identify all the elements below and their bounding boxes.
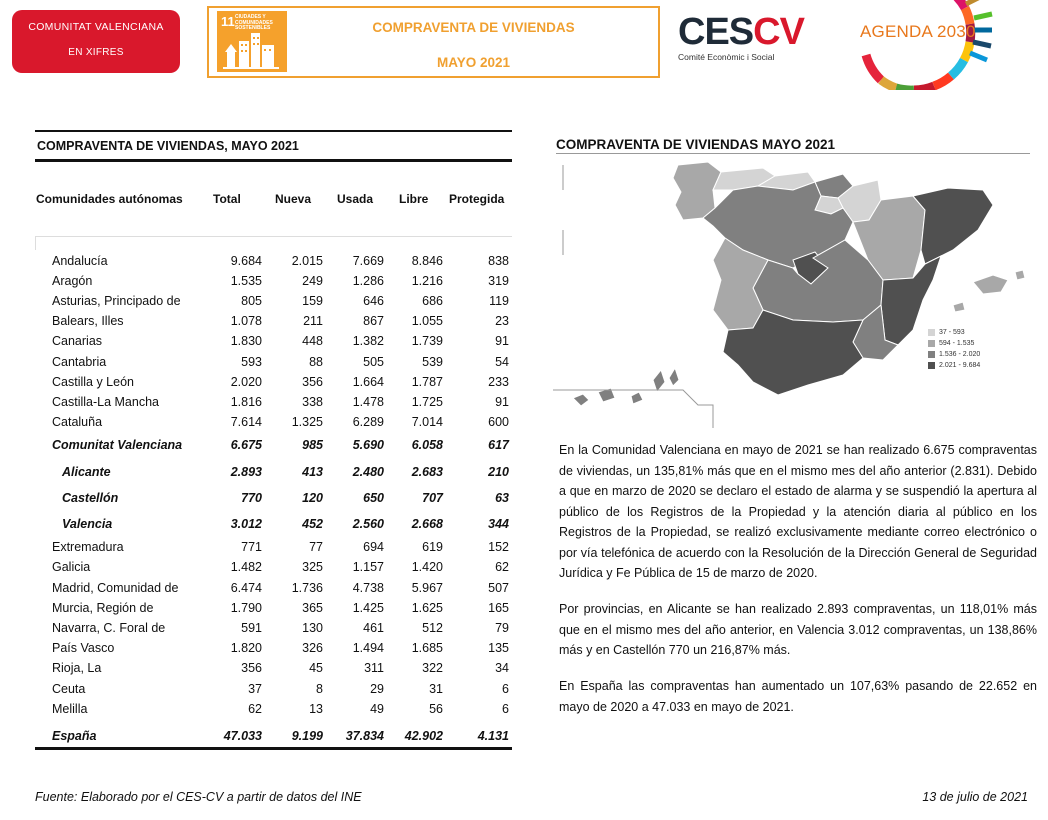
row-value: 6	[502, 682, 509, 696]
row-value: 985	[302, 438, 323, 452]
cescv-subtitle: Comité Econòmic i Social	[678, 52, 775, 62]
row-value: 45	[309, 661, 323, 675]
row-value: 2.893	[230, 465, 262, 479]
row-value: 88	[309, 355, 323, 369]
table-row	[35, 581, 512, 599]
table-row	[35, 702, 512, 720]
row-value: 1.739	[411, 334, 443, 348]
row-value: 1.325	[291, 415, 323, 429]
col-header-protegida: Protegida	[449, 192, 505, 206]
row-value: 34	[495, 661, 509, 675]
row-value: 686	[422, 294, 443, 308]
city-icon	[217, 11, 287, 72]
col-header-total: Total	[213, 192, 241, 206]
table-title-bar	[35, 130, 512, 162]
legend-item	[928, 360, 980, 371]
row-value: 6.474	[230, 581, 262, 595]
badge-line1: COMUNITAT VALENCIANA	[28, 21, 164, 33]
row-value: 505	[363, 355, 384, 369]
row-value: 7.014	[411, 415, 443, 429]
row-value: 135	[488, 641, 509, 655]
table-row	[35, 661, 512, 679]
row-value: 1.382	[352, 334, 384, 348]
spain-map-svg	[553, 160, 1030, 428]
row-value: 650	[363, 491, 384, 505]
row-value: 1.055	[411, 314, 443, 328]
cescv-logo	[678, 11, 804, 72]
paragraph-espana: En España las compraventas han aumentado un 107,63% pasando de 22.652 en mayo de 2020 a 47.033 en mayo de 2021.	[559, 679, 1037, 714]
row-value: 1.664	[352, 375, 384, 389]
row-value: 62	[495, 560, 509, 574]
row-name: Andalucía	[52, 254, 108, 268]
ods-11-icon	[217, 11, 287, 72]
paragraph-comunitat: En la Comunidad Valenciana en mayo de 2021 se han realizado 6.675 compraventas de viviendas, un 135,81% más que en el mismo mes del año anterior (2.831). Debido a que en marzo de 2020 se declaro el estado de alarma y se suspendió la apertura al público de los Registros de la Propiedad y la atención diaria al público en los Registros de la Propiedad, se realizó exclusivamente mediante correo electrónico o por vía telefónica de acuerdo con la Resolución de la Dirección General de Seguridad Jurídica y Fe Pública de 15 de marzo de 2020.	[559, 443, 1037, 580]
row-value: 838	[488, 254, 509, 268]
row-value: 356	[302, 375, 323, 389]
row-value: 9.684	[230, 254, 262, 268]
row-name: Aragón	[52, 274, 93, 288]
row-value: 119	[489, 294, 509, 308]
row-value: 539	[422, 355, 443, 369]
row-value: 1.482	[230, 560, 262, 574]
row-value: 1.820	[230, 641, 262, 655]
row-value: 152	[488, 540, 509, 554]
row-value: 1.078	[230, 314, 262, 328]
legend-item	[928, 327, 980, 338]
row-name: Valencia	[62, 517, 113, 531]
row-value: 210	[488, 465, 509, 479]
row-value: 5.690	[352, 438, 384, 452]
row-name: Navarra, C. Foral de	[52, 621, 166, 635]
row-value: 617	[488, 438, 509, 452]
row-value: 338	[302, 395, 323, 409]
row-name: Rioja, La	[52, 661, 102, 675]
cescv-logo-ces: CES	[678, 11, 754, 53]
col-header-libre: Libre	[399, 192, 429, 206]
row-value: 646	[363, 294, 384, 308]
table-row	[35, 729, 512, 747]
table-header-spacer	[35, 236, 512, 250]
row-value: 6.289	[352, 415, 384, 429]
row-value: 1.425	[352, 601, 384, 615]
row-value: 413	[302, 465, 323, 479]
row-value: 79	[495, 621, 509, 635]
agenda-label: AGENDA 2030	[860, 22, 976, 41]
row-value: 1.494	[352, 641, 384, 655]
row-value: 6.675	[230, 438, 262, 452]
table-row	[35, 517, 512, 535]
row-value: 42.902	[404, 729, 443, 743]
agenda-2030-logo	[846, 0, 996, 90]
row-value: 507	[488, 581, 509, 595]
table-bottom-rule	[35, 747, 512, 750]
row-value: 452	[302, 517, 323, 531]
map-title-bar	[556, 136, 1030, 154]
row-value: 2.683	[411, 465, 443, 479]
row-value: 311	[364, 661, 384, 675]
row-value: 1.736	[291, 581, 323, 595]
row-value: 356	[241, 661, 262, 675]
row-name: Comunitat Valenciana	[52, 438, 183, 452]
table-row	[35, 294, 512, 312]
row-value: 694	[363, 540, 384, 554]
row-value: 344	[488, 517, 509, 531]
row-value: 31	[429, 682, 443, 696]
row-value: 49	[370, 702, 384, 716]
row-value: 29	[370, 682, 384, 696]
row-name: Ceuta	[52, 682, 86, 696]
legend-item	[928, 338, 980, 349]
row-value: 120	[302, 491, 323, 505]
legend-label: 37 - 593	[939, 329, 965, 336]
row-value: 2.560	[352, 517, 384, 531]
row-value: 771	[241, 540, 262, 554]
map-title: COMPRAVENTA DE VIVIENDAS MAYO 2021	[556, 137, 836, 152]
row-name: Alicante	[62, 465, 111, 479]
row-value: 56	[429, 702, 443, 716]
row-name: Madrid, Comunidad de	[52, 581, 179, 595]
table-row	[35, 621, 512, 639]
row-name: Castilla y León	[52, 375, 134, 389]
row-value: 130	[302, 621, 323, 635]
row-value: 1.790	[230, 601, 262, 615]
row-name: Murcia, Región de	[52, 601, 154, 615]
row-value: 7.614	[230, 415, 262, 429]
table-row	[35, 601, 512, 619]
row-value: 8.846	[411, 254, 443, 268]
row-value: 211	[303, 314, 323, 328]
legend-swatch	[928, 340, 935, 347]
row-name: Galicia	[52, 560, 91, 574]
row-value: 23	[495, 314, 509, 328]
legend-swatch	[928, 362, 935, 369]
row-value: 1.216	[411, 274, 443, 288]
row-name: Melilla	[52, 702, 88, 716]
source-note: Fuente: Elaborado por el CES-CV a partir de datos del INE	[35, 790, 362, 804]
row-name: Extremadura	[52, 540, 124, 554]
row-value: 249	[302, 274, 323, 288]
row-value: 326	[302, 641, 323, 655]
row-value: 47.033	[223, 729, 262, 743]
row-name: Castellón	[62, 491, 119, 505]
row-value: 159	[302, 294, 323, 308]
row-value: 322	[422, 661, 443, 675]
row-value: 1.816	[230, 395, 262, 409]
table-row	[35, 254, 512, 272]
cescv-logo-cv: CV	[753, 11, 804, 53]
row-value: 4.738	[352, 581, 384, 595]
table-title: COMPRAVENTA DE VIVIENDAS, MAYO 2021	[37, 139, 299, 153]
table-row	[35, 314, 512, 332]
comunitat-badge	[12, 10, 180, 73]
table-row	[35, 560, 512, 578]
legend-label: 2.021 - 9.684	[939, 362, 981, 369]
row-value: 1.286	[352, 274, 384, 288]
row-value: 37	[248, 682, 262, 696]
report-title-box	[207, 6, 660, 78]
row-value: 77	[309, 540, 323, 554]
table-row	[35, 334, 512, 352]
row-value: 1.625	[411, 601, 443, 615]
row-value: 600	[488, 415, 509, 429]
row-value: 2.480	[352, 465, 384, 479]
row-value: 7.669	[352, 254, 384, 268]
row-value: 5.967	[411, 581, 443, 595]
table-row	[35, 375, 512, 393]
row-name: Castilla-La Mancha	[52, 395, 159, 409]
row-value: 867	[363, 314, 384, 328]
row-value: 3.012	[230, 517, 262, 531]
legend-swatch	[928, 351, 935, 358]
row-value: 365	[302, 601, 323, 615]
row-value: 63	[495, 491, 509, 505]
legend-label: 594 - 1.535	[939, 340, 975, 347]
title-line1: COMPRAVENTA DE VIVIENDAS	[372, 20, 575, 35]
row-name: Asturias, Principado de	[52, 294, 181, 308]
row-name: Balears, Illes	[52, 314, 124, 328]
row-value: 1.157	[352, 560, 384, 574]
legend-swatch	[928, 329, 935, 336]
row-value: 9.199	[291, 729, 323, 743]
row-value: 2.668	[411, 517, 443, 531]
row-value: 13	[309, 702, 323, 716]
row-value: 1.787	[411, 375, 443, 389]
row-value: 8	[316, 682, 323, 696]
row-value: 512	[422, 621, 443, 635]
legend-label: 1.536 - 2.020	[939, 351, 981, 358]
row-value: 91	[495, 395, 509, 409]
row-value: 448	[302, 334, 323, 348]
ods-number: 11	[221, 14, 235, 29]
report-date: 13 de julio de 2021	[922, 790, 1028, 804]
row-value: 6.058	[411, 438, 443, 452]
row-value: 461	[363, 621, 384, 635]
row-value: 319	[488, 274, 509, 288]
row-value: 1.535	[230, 274, 262, 288]
region-canarias	[573, 368, 679, 406]
badge-line2: EN XIFRES	[68, 47, 124, 58]
title-line2: MAYO 2021	[436, 55, 511, 70]
row-value: 1.478	[352, 395, 384, 409]
row-value: 707	[422, 491, 443, 505]
region-cataluna	[913, 188, 993, 264]
col-header-comunidades: Comunidades autónomas	[36, 192, 183, 206]
row-name: País Vasco	[52, 641, 115, 655]
row-value: 4.131	[477, 729, 509, 743]
table-row	[35, 274, 512, 292]
table-row	[35, 415, 512, 433]
row-value: 325	[302, 560, 323, 574]
map-legend	[928, 327, 980, 371]
row-value: 165	[488, 601, 509, 615]
col-header-nueva: Nueva	[275, 192, 312, 206]
table-row	[35, 465, 512, 483]
row-value: 2.020	[230, 375, 262, 389]
row-value: 1.830	[230, 334, 262, 348]
spain-choropleth-map	[553, 160, 1030, 428]
row-value: 6	[502, 702, 509, 716]
legend-item	[928, 349, 980, 360]
region-baleares	[973, 275, 1008, 294]
table-row	[35, 395, 512, 413]
row-value: 805	[241, 294, 262, 308]
table-row	[35, 682, 512, 700]
row-value: 2.015	[291, 254, 323, 268]
row-value: 770	[241, 491, 262, 505]
col-header-usada: Usada	[337, 192, 374, 206]
row-value: 1.685	[411, 641, 443, 655]
row-name: Canarias	[52, 334, 103, 348]
row-name: Cataluña	[52, 415, 103, 429]
row-name: España	[52, 729, 97, 743]
table-row	[35, 355, 512, 373]
table-row	[35, 641, 512, 659]
row-value: 1.725	[411, 395, 443, 409]
row-value: 54	[495, 355, 509, 369]
row-value: 233	[488, 375, 509, 389]
row-value: 62	[248, 702, 262, 716]
table-row	[35, 491, 512, 509]
row-value: 1.420	[411, 560, 443, 574]
row-value: 591	[241, 621, 262, 635]
row-value: 37.834	[345, 729, 384, 743]
table-row	[35, 540, 512, 558]
row-name: Cantabria	[52, 355, 107, 369]
row-value: 619	[422, 540, 443, 554]
table-row	[35, 438, 512, 456]
row-value: 91	[495, 334, 509, 348]
ods-text: CIUDADES Y COMUNIDADES SOSTENIBLES	[235, 14, 273, 31]
row-value: 593	[241, 355, 262, 369]
paragraph-provincias: Por provincias, en Alicante se han realizado 2.893 compraventas, un 118,01% más que en el mismo mes del año anterior, en Valencia 3.012 compraventas, un 138,86% más y en Castellón 770 un 216,87% más.	[559, 602, 1037, 657]
sdg-wheel-icon	[846, 0, 996, 90]
